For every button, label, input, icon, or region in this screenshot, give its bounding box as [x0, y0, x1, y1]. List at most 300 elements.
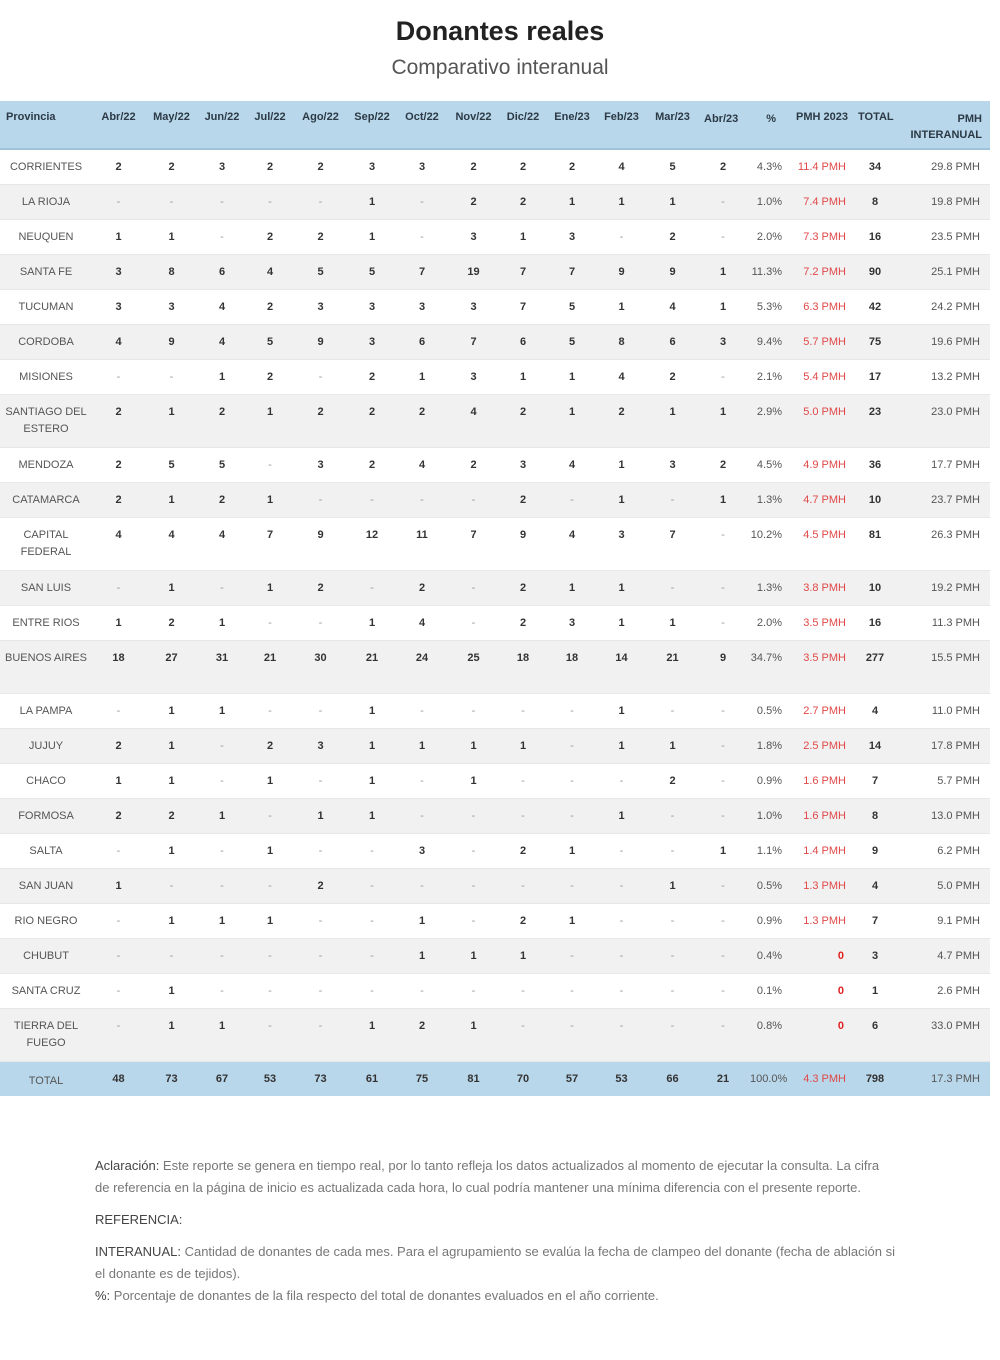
month-value-cell: 1	[598, 798, 645, 833]
month-value-cell: -	[92, 903, 145, 938]
month-value-cell: 18	[92, 640, 145, 693]
month-value-cell: -	[700, 798, 746, 833]
month-value-cell: 57	[565, 1072, 579, 1085]
table-row	[0, 324, 990, 359]
month-value-cell: -	[294, 605, 347, 640]
month-value-cell: -	[447, 798, 500, 833]
month-value-cell: 2	[447, 149, 500, 184]
month-value-cell: -	[294, 184, 347, 219]
month-value-cell: 9	[294, 517, 347, 570]
month-value-cell: -	[645, 833, 700, 868]
column-header: %	[746, 101, 790, 149]
month-value-cell: 1	[198, 359, 246, 394]
percent-cell: 1.0%	[746, 184, 790, 219]
percent-cell: 0.9%	[746, 903, 790, 938]
pmh-interanual-cell: 5.7 PMH	[896, 763, 990, 798]
total-row	[0, 1061, 990, 1096]
percent-cell: 100.0%	[750, 1072, 788, 1085]
month-value-cell: -	[645, 1008, 700, 1061]
month-value-cell: -	[397, 798, 447, 833]
month-value-cell: 2	[92, 149, 145, 184]
month-value-cell: 1	[145, 219, 198, 254]
percent-cell: 9.4%	[746, 324, 790, 359]
month-value-cell: -	[246, 938, 294, 973]
month-value-cell: -	[700, 570, 746, 605]
total-cell: 23	[854, 394, 896, 447]
province-cell: SALTA	[0, 833, 92, 868]
month-value-cell: 2	[500, 833, 546, 868]
month-value-cell: 2	[347, 447, 397, 482]
month-value-cell: 1	[700, 482, 746, 517]
pmh-2023-cell: 2.7 PMH	[790, 693, 854, 728]
total-cell: 10	[854, 570, 896, 605]
month-value-cell: 8	[145, 254, 198, 289]
month-value-cell: 2	[246, 289, 294, 324]
month-value-cell: -	[198, 973, 246, 1008]
month-value-cell: 9	[500, 517, 546, 570]
month-value-cell: 1	[645, 394, 700, 447]
pct-label: %:	[95, 1288, 111, 1303]
percent-cell: 1.8%	[746, 728, 790, 763]
month-value-cell: -	[700, 517, 746, 570]
month-value-cell: 2	[294, 219, 347, 254]
column-header: Dic/22	[500, 101, 546, 149]
pmh-2023-cell: 1.3 PMH	[790, 868, 854, 903]
month-value-cell: 1	[145, 903, 198, 938]
total-cell: 798	[865, 1072, 885, 1085]
month-value-cell: -	[294, 482, 347, 517]
month-value-cell: -	[145, 359, 198, 394]
month-value-cell: 75	[415, 1072, 429, 1085]
month-value-cell: -	[700, 868, 746, 903]
pmh-interanual-cell: 2.6 PMH	[896, 973, 990, 1008]
month-value-cell: 1	[397, 938, 447, 973]
pmh-interanual-cell: 33.0 PMH	[896, 1008, 990, 1061]
month-value-cell: -	[198, 728, 246, 763]
month-value-cell: -	[447, 482, 500, 517]
month-value-cell: -	[294, 833, 347, 868]
percent-cell: 0.5%	[746, 693, 790, 728]
month-value-cell: 5	[645, 149, 700, 184]
month-value-cell: -	[700, 973, 746, 1008]
month-value-cell: 1	[598, 605, 645, 640]
percent-cell: 1.0%	[746, 798, 790, 833]
month-value-cell: -	[500, 693, 546, 728]
month-value-cell: 9	[700, 640, 746, 693]
table-row	[0, 640, 990, 693]
month-value-cell: 5	[246, 324, 294, 359]
month-value-cell: 3	[347, 149, 397, 184]
pmh-2023-cell: 7.4 PMH	[790, 184, 854, 219]
pmh-2023-cell: 3.8 PMH	[790, 570, 854, 605]
month-value-cell: 4	[198, 324, 246, 359]
month-value-cell: 1	[645, 868, 700, 903]
pmh-2023-cell: 11.4 PMH	[790, 149, 854, 184]
month-value-cell: -	[447, 693, 500, 728]
pmh-2023-cell: 1.3 PMH	[790, 903, 854, 938]
month-value-cell: -	[198, 184, 246, 219]
month-value-cell: 6	[198, 254, 246, 289]
pmh-interanual-cell: 15.5 PMH	[896, 640, 990, 693]
total-cell: 8	[854, 184, 896, 219]
month-value-cell: 1	[700, 289, 746, 324]
month-value-cell: 1	[546, 184, 598, 219]
pmh-interanual-cell: 17.8 PMH	[896, 728, 990, 763]
note-interanual	[95, 1241, 895, 1285]
month-value-cell: 3	[145, 289, 198, 324]
total-cell: 6	[854, 1008, 896, 1061]
donors-table	[0, 101, 990, 1096]
pmh-interanual-cell: 6.2 PMH	[896, 833, 990, 868]
pmh-interanual-cell: 13.0 PMH	[896, 798, 990, 833]
month-value-cell: -	[92, 570, 145, 605]
month-value-cell: 4	[447, 394, 500, 447]
month-value-cell: -	[700, 763, 746, 798]
month-value-cell: -	[700, 605, 746, 640]
pmh-interanual-cell: 17.3 PMH	[931, 1072, 980, 1085]
province-cell: CATAMARCA	[0, 482, 92, 517]
pmh-2023-cell: 6.3 PMH	[790, 289, 854, 324]
month-value-cell: -	[294, 938, 347, 973]
pmh-2023-cell: 0	[790, 938, 854, 973]
month-value-cell: 6	[397, 324, 447, 359]
pmh-2023-cell: 4.7 PMH	[790, 482, 854, 517]
table-row	[0, 605, 990, 640]
month-value-cell: 3	[347, 324, 397, 359]
month-value-cell: 1	[347, 798, 397, 833]
month-value-cell: 1	[447, 728, 500, 763]
month-value-cell: -	[397, 482, 447, 517]
column-header: Abr/22	[92, 101, 145, 149]
month-value-cell: 21	[716, 1072, 730, 1085]
table-row	[0, 254, 990, 289]
month-value-cell: 2	[500, 605, 546, 640]
month-value-cell: 2	[246, 219, 294, 254]
month-value-cell: -	[500, 763, 546, 798]
month-value-cell: 1	[92, 763, 145, 798]
note-referencia	[95, 1209, 895, 1231]
pmh-interanual-cell: 19.6 PMH	[896, 324, 990, 359]
month-value-cell: 73	[165, 1072, 178, 1085]
month-value-cell: -	[700, 938, 746, 973]
month-value-cell: 2	[294, 868, 347, 903]
month-value-cell: 9	[645, 254, 700, 289]
month-value-cell: 1	[347, 1008, 397, 1061]
province-cell: CORDOBA	[0, 324, 92, 359]
month-value-cell: 3	[546, 605, 598, 640]
month-value-cell: 1	[546, 570, 598, 605]
pmh-2023-cell: 1.4 PMH	[790, 833, 854, 868]
month-value-cell: -	[546, 973, 598, 1008]
month-value-cell: 1	[645, 605, 700, 640]
pmh-2023-cell: 4.5 PMH	[790, 517, 854, 570]
percent-cell: 5.3%	[746, 289, 790, 324]
percent-cell: 1.3%	[746, 570, 790, 605]
note-aclaracion	[95, 1155, 895, 1199]
aclaracion-label: Aclaración:	[95, 1158, 160, 1173]
table-row	[0, 359, 990, 394]
province-cell: CORRIENTES	[0, 149, 92, 184]
province-cell: LA PAMPA	[0, 693, 92, 728]
month-value-cell: 2	[500, 482, 546, 517]
month-value-cell: 5	[294, 254, 347, 289]
month-value-cell: 2	[447, 447, 500, 482]
month-value-cell: -	[347, 482, 397, 517]
month-value-cell: -	[447, 973, 500, 1008]
month-value-cell: -	[700, 184, 746, 219]
month-value-cell: 2	[397, 394, 447, 447]
table-row	[0, 184, 990, 219]
month-value-cell: 1	[397, 728, 447, 763]
month-value-cell: 12	[347, 517, 397, 570]
month-value-cell: 2	[92, 798, 145, 833]
month-value-cell: -	[198, 868, 246, 903]
month-value-cell: 3	[294, 447, 347, 482]
month-value-cell: 7	[500, 254, 546, 289]
column-header: PMH 2023	[790, 101, 854, 149]
month-value-cell: 7	[645, 517, 700, 570]
month-value-cell: -	[198, 219, 246, 254]
month-value-cell: 4	[397, 605, 447, 640]
column-header: Nov/22	[447, 101, 500, 149]
pmh-2023-cell: 2.5 PMH	[790, 728, 854, 763]
month-value-cell: 1	[145, 763, 198, 798]
month-value-cell: -	[347, 903, 397, 938]
month-value-cell: 2	[198, 482, 246, 517]
month-value-cell: 2	[645, 359, 700, 394]
month-value-cell: -	[598, 219, 645, 254]
column-header: PMH INTERANUAL	[896, 101, 990, 149]
percent-cell: 0.8%	[746, 1008, 790, 1061]
total-cell: 10	[854, 482, 896, 517]
month-value-cell: 1	[546, 903, 598, 938]
month-value-cell: 1	[447, 763, 500, 798]
table-row	[0, 570, 990, 605]
month-value-cell: 3	[598, 517, 645, 570]
month-value-cell: 31	[198, 640, 246, 693]
column-header: Abr/23	[700, 101, 746, 149]
month-value-cell: 4	[198, 289, 246, 324]
month-value-cell: -	[500, 798, 546, 833]
month-value-cell: -	[645, 693, 700, 728]
month-value-cell: 7	[447, 324, 500, 359]
month-value-cell: -	[598, 868, 645, 903]
table-row	[0, 868, 990, 903]
total-cell: 1	[854, 973, 896, 1008]
month-value-cell: -	[447, 605, 500, 640]
month-value-cell: 2	[92, 394, 145, 447]
province-cell: MISIONES	[0, 359, 92, 394]
month-value-cell: 7	[397, 254, 447, 289]
month-value-cell: -	[500, 868, 546, 903]
month-value-cell: 3	[294, 289, 347, 324]
column-header: Jun/22	[198, 101, 246, 149]
table-header	[0, 101, 990, 149]
month-value-cell: 1	[500, 359, 546, 394]
pmh-2023-cell: 1.6 PMH	[790, 763, 854, 798]
table-row	[0, 289, 990, 324]
percent-cell: 34.7%	[746, 640, 790, 693]
month-value-cell: 53	[615, 1072, 628, 1085]
month-value-cell: 2	[598, 394, 645, 447]
province-cell: SANTIAGO DEL ESTERO	[0, 394, 92, 447]
month-value-cell: 5	[347, 254, 397, 289]
month-value-cell: 2	[145, 798, 198, 833]
pmh-2023-cell: 3.5 PMH	[790, 640, 854, 693]
month-value-cell: 1	[198, 605, 246, 640]
pmh-interanual-cell: 11.0 PMH	[896, 693, 990, 728]
month-value-cell: 1	[198, 903, 246, 938]
column-header: Jul/22	[246, 101, 294, 149]
month-value-cell: 4	[198, 517, 246, 570]
month-value-cell: 2	[645, 219, 700, 254]
month-value-cell: 1	[145, 728, 198, 763]
table-row	[0, 517, 990, 570]
percent-cell: 0.1%	[746, 973, 790, 1008]
interanual-label: INTERANUAL:	[95, 1244, 181, 1259]
total-cell: 16	[854, 219, 896, 254]
month-value-cell: 11	[397, 517, 447, 570]
month-value-cell: 1	[645, 184, 700, 219]
table-row	[0, 728, 990, 763]
province-cell: SANTA FE	[0, 254, 92, 289]
month-value-cell: -	[294, 1008, 347, 1061]
column-header: Sep/22	[347, 101, 397, 149]
header-row	[0, 101, 990, 149]
month-value-cell: -	[598, 763, 645, 798]
month-value-cell: -	[546, 693, 598, 728]
month-value-cell: 1	[246, 833, 294, 868]
month-value-cell: 2	[500, 903, 546, 938]
month-value-cell: 61	[365, 1072, 379, 1085]
month-value-cell: 1	[598, 447, 645, 482]
month-value-cell: -	[92, 833, 145, 868]
column-header: Feb/23	[598, 101, 645, 149]
month-value-cell: -	[645, 903, 700, 938]
month-value-cell: 3	[447, 359, 500, 394]
month-value-cell: 2	[397, 1008, 447, 1061]
pct-text: Porcentaje de donantes de la fila respecto del total de donantes evaluados en el año corriente.	[110, 1288, 659, 1303]
total-cell: 14	[854, 728, 896, 763]
month-value-cell: 1	[246, 570, 294, 605]
pmh-interanual-cell: 23.0 PMH	[896, 394, 990, 447]
total-cell: 4	[854, 868, 896, 903]
pmh-interanual-cell: 19.2 PMH	[896, 570, 990, 605]
table-row	[0, 219, 990, 254]
province-cell: BUENOS AIRES	[0, 640, 92, 693]
month-value-cell: 2	[700, 149, 746, 184]
month-value-cell: -	[645, 798, 700, 833]
month-value-cell: 1	[246, 482, 294, 517]
province-cell: SAN JUAN	[0, 868, 92, 903]
month-value-cell: 4	[145, 517, 198, 570]
total-cell: 81	[854, 517, 896, 570]
total-cell: 277	[854, 640, 896, 693]
month-value-cell: -	[198, 938, 246, 973]
pmh-interanual-cell: 9.1 PMH	[896, 903, 990, 938]
month-value-cell: 3	[500, 447, 546, 482]
month-value-cell: 2	[500, 570, 546, 605]
month-value-cell: 6	[500, 324, 546, 359]
column-header: TOTAL	[854, 101, 896, 149]
month-value-cell: -	[294, 903, 347, 938]
month-value-cell: -	[246, 1008, 294, 1061]
percent-cell: 2.9%	[746, 394, 790, 447]
month-value-cell: -	[700, 728, 746, 763]
month-value-cell: 1	[347, 763, 397, 798]
table-row	[0, 763, 990, 798]
province-cell: MENDOZA	[0, 447, 92, 482]
month-value-cell: 66	[666, 1072, 679, 1085]
month-value-cell: 1	[294, 798, 347, 833]
month-value-cell: 3	[397, 149, 447, 184]
percent-cell: 0.5%	[746, 868, 790, 903]
pmh-interanual-cell: 17.7 PMH	[896, 447, 990, 482]
month-value-cell: 1	[198, 798, 246, 833]
province-cell: TIERRA DEL FUEGO	[0, 1008, 92, 1061]
month-value-cell: -	[645, 482, 700, 517]
column-header: Ene/23	[546, 101, 598, 149]
province-cell: CHUBUT	[0, 938, 92, 973]
month-value-cell: -	[447, 903, 500, 938]
month-value-cell: 1	[645, 728, 700, 763]
month-value-cell: -	[546, 868, 598, 903]
month-value-cell: 1	[347, 184, 397, 219]
month-value-cell: -	[92, 184, 145, 219]
pmh-2023-cell: 5.0 PMH	[790, 394, 854, 447]
table-row	[0, 693, 990, 728]
month-value-cell: -	[397, 763, 447, 798]
month-value-cell: -	[92, 359, 145, 394]
month-value-cell: 14	[598, 640, 645, 693]
month-value-cell: 2	[700, 447, 746, 482]
month-value-cell: 48	[112, 1072, 125, 1085]
month-value-cell: 4	[598, 359, 645, 394]
month-value-cell: 2	[92, 728, 145, 763]
month-value-cell: 7	[447, 517, 500, 570]
month-value-cell: 2	[500, 149, 546, 184]
month-value-cell: -	[246, 605, 294, 640]
month-value-cell: -	[645, 938, 700, 973]
month-value-cell: -	[397, 868, 447, 903]
total-cell: 75	[854, 324, 896, 359]
pmh-interanual-cell: 23.5 PMH	[896, 219, 990, 254]
province-cell: TOTAL	[28, 1074, 64, 1087]
month-value-cell: 1	[246, 903, 294, 938]
month-value-cell: 1	[500, 728, 546, 763]
month-value-cell: 1	[500, 938, 546, 973]
month-value-cell: -	[546, 798, 598, 833]
month-value-cell: 4	[397, 447, 447, 482]
month-value-cell: 9	[145, 324, 198, 359]
table-row	[0, 149, 990, 184]
month-value-cell: -	[447, 570, 500, 605]
month-value-cell: 2	[92, 447, 145, 482]
month-value-cell: -	[447, 833, 500, 868]
month-value-cell: 1	[598, 289, 645, 324]
month-value-cell: -	[198, 763, 246, 798]
table-row	[0, 938, 990, 973]
province-cell: LA RIOJA	[0, 184, 92, 219]
month-value-cell: 3	[92, 254, 145, 289]
table-row	[0, 798, 990, 833]
month-value-cell: -	[397, 973, 447, 1008]
month-value-cell: -	[92, 693, 145, 728]
month-value-cell: -	[598, 1008, 645, 1061]
table-row	[0, 447, 990, 482]
month-value-cell: 2	[198, 394, 246, 447]
month-value-cell: -	[500, 973, 546, 1008]
